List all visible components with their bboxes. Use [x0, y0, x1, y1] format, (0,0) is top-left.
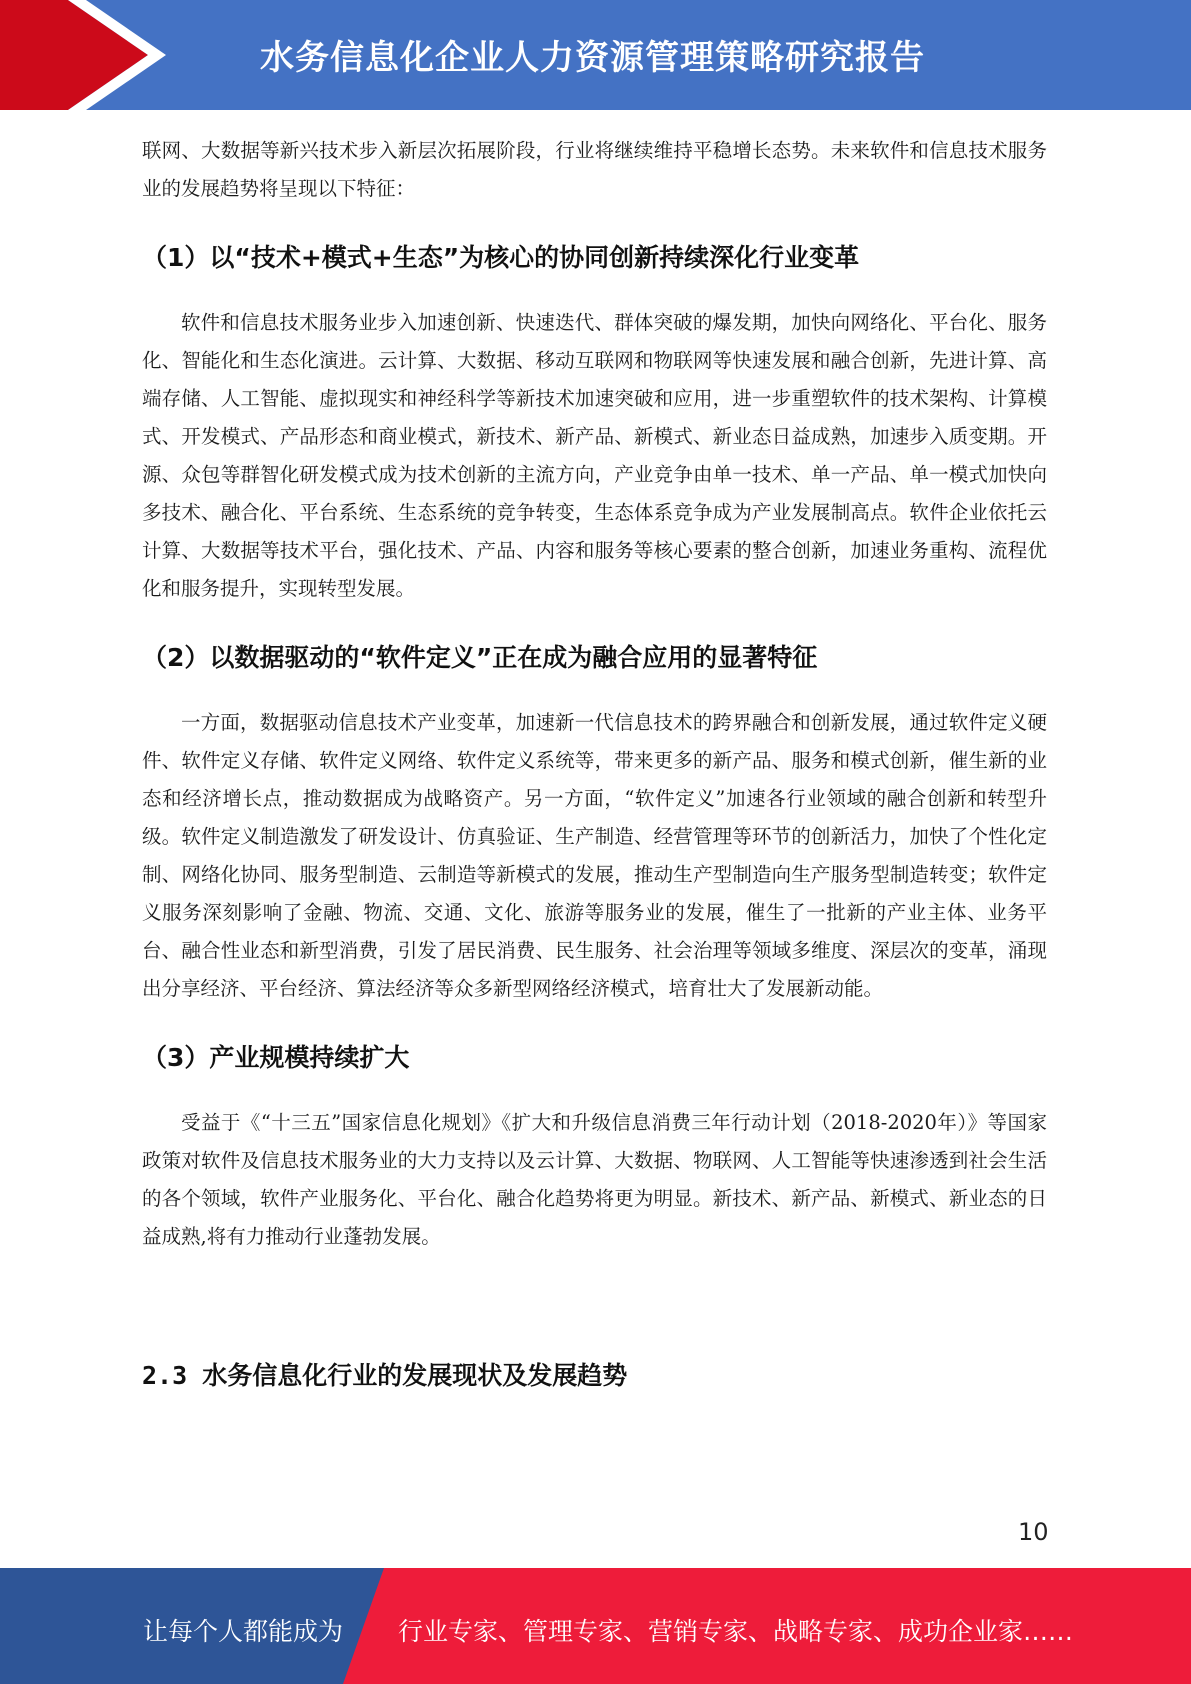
page-content — [142, 132, 1047, 1392]
subheading-1: （1）以“技术+模式+生态”为核心的协同创新持续深化行业变革 — [142, 243, 860, 272]
paragraph-1: 软件和信息技术服务业步入加速创新、快速迭代、群体突破的爆发期，加快向网络化、平台化、服务化、智能化和生态化演进。云计算、大数据、移动互联网和物联网等快速发展和融合创新，先进计算、高端存储、人工智能、虚拟现实和神经科学等新技术加速突破和应用，进一步重塑软件的技术架构、计算模式、开发模式、产品形态和商业模式，新技术、新产品、新模式、新业态日益成熟，加速步入质变期。开源、众包等群智化研发模式成为技术创新的主流方向，产业竞争由单一技术、单一产品、单一模式加快向多技术、融合化、平台系统、生态系统的竞争转变，生态体系竞争成为产业发展制高点。软件企业依托云计算、大数据等技术平台，强化技术、产品、内容和服务等核心要素的整合创新，加速业务重构、流程优化和服务提升，实现转型发展。 — [142, 311, 1047, 600]
paragraph-2: 一方面，数据驱动信息技术产业变革，加速新一代信息技术的跨界融合和创新发展，通过软件定义硬件、软件定义存储、软件定义网络、软件定义系统等，带来更多的新产品、服务和模式创新，催生新的业态和经济增长点，推动数据成为战略资产。另一方面，“软件定义”加速各行业领域的融合创新和转型升级。软件定义制造激发了研发设计、仿真验证、生产制造、经营管理等环节的创新活力，加快了个性化定制、网络化协同、服务型制造、云制造等新模式的发展，推动生产型制造向生产服务型制造转变；软件定义服务深刻影响了金融、物流、交通、文化、旅游等服务业的发展，催生了一批新的产业主体、业务平台、融合性业态和新型消费，引发了居民消费、民生服务、社会治理等领域多维度、深层次的变革，涌现出分享经济、平台经济、算法经济等众多新型网络经济模式，培育壮大了发展新动能。 — [142, 711, 1047, 1000]
subheading-2: （2）以数据驱动的“软件定义”正在成为融合应用的显著特征 — [142, 643, 818, 672]
subheading-3: （3）产业规模持续扩大 — [142, 1043, 410, 1072]
intro-paragraph: 联网、大数据等新兴技术步入新层次拓展阶段，行业将继续维持平稳增长态势。未来软件和信息技术服务业的发展趋势将呈现以下特征： — [142, 139, 1047, 200]
footer-slogan-right: 行业专家、管理专家、营销专家、战略专家、成功企业家…… — [398, 1617, 1074, 1646]
header-banner — [0, 0, 1191, 110]
footer-slogan-left: 让每个人都能成为 — [143, 1617, 344, 1646]
page-number: 10 — [1018, 1518, 1049, 1546]
document-title: 水务信息化企业人力资源管理策略研究报告 — [260, 38, 925, 78]
paragraph-3: 受益于《“十三五”国家信息化规划》《扩大和升级信息消费三年行动计划（2018-2020年）》等国家政策对软件及信息技术服务业的大力支持以及云计算、大数据、物联网、人工智能等快速渗透到社会生活的各个领域，软件产业服务化、平台化、融合化趋势将更为明显。新技术、新产品、新模式、新业态的日益成熟,将有力推动行业蓬勃发展。 — [142, 1111, 1047, 1248]
section-heading: 2.3 水务信息化行业的发展现状及发展趋势 — [142, 1361, 628, 1390]
footer-banner — [0, 1568, 1191, 1684]
